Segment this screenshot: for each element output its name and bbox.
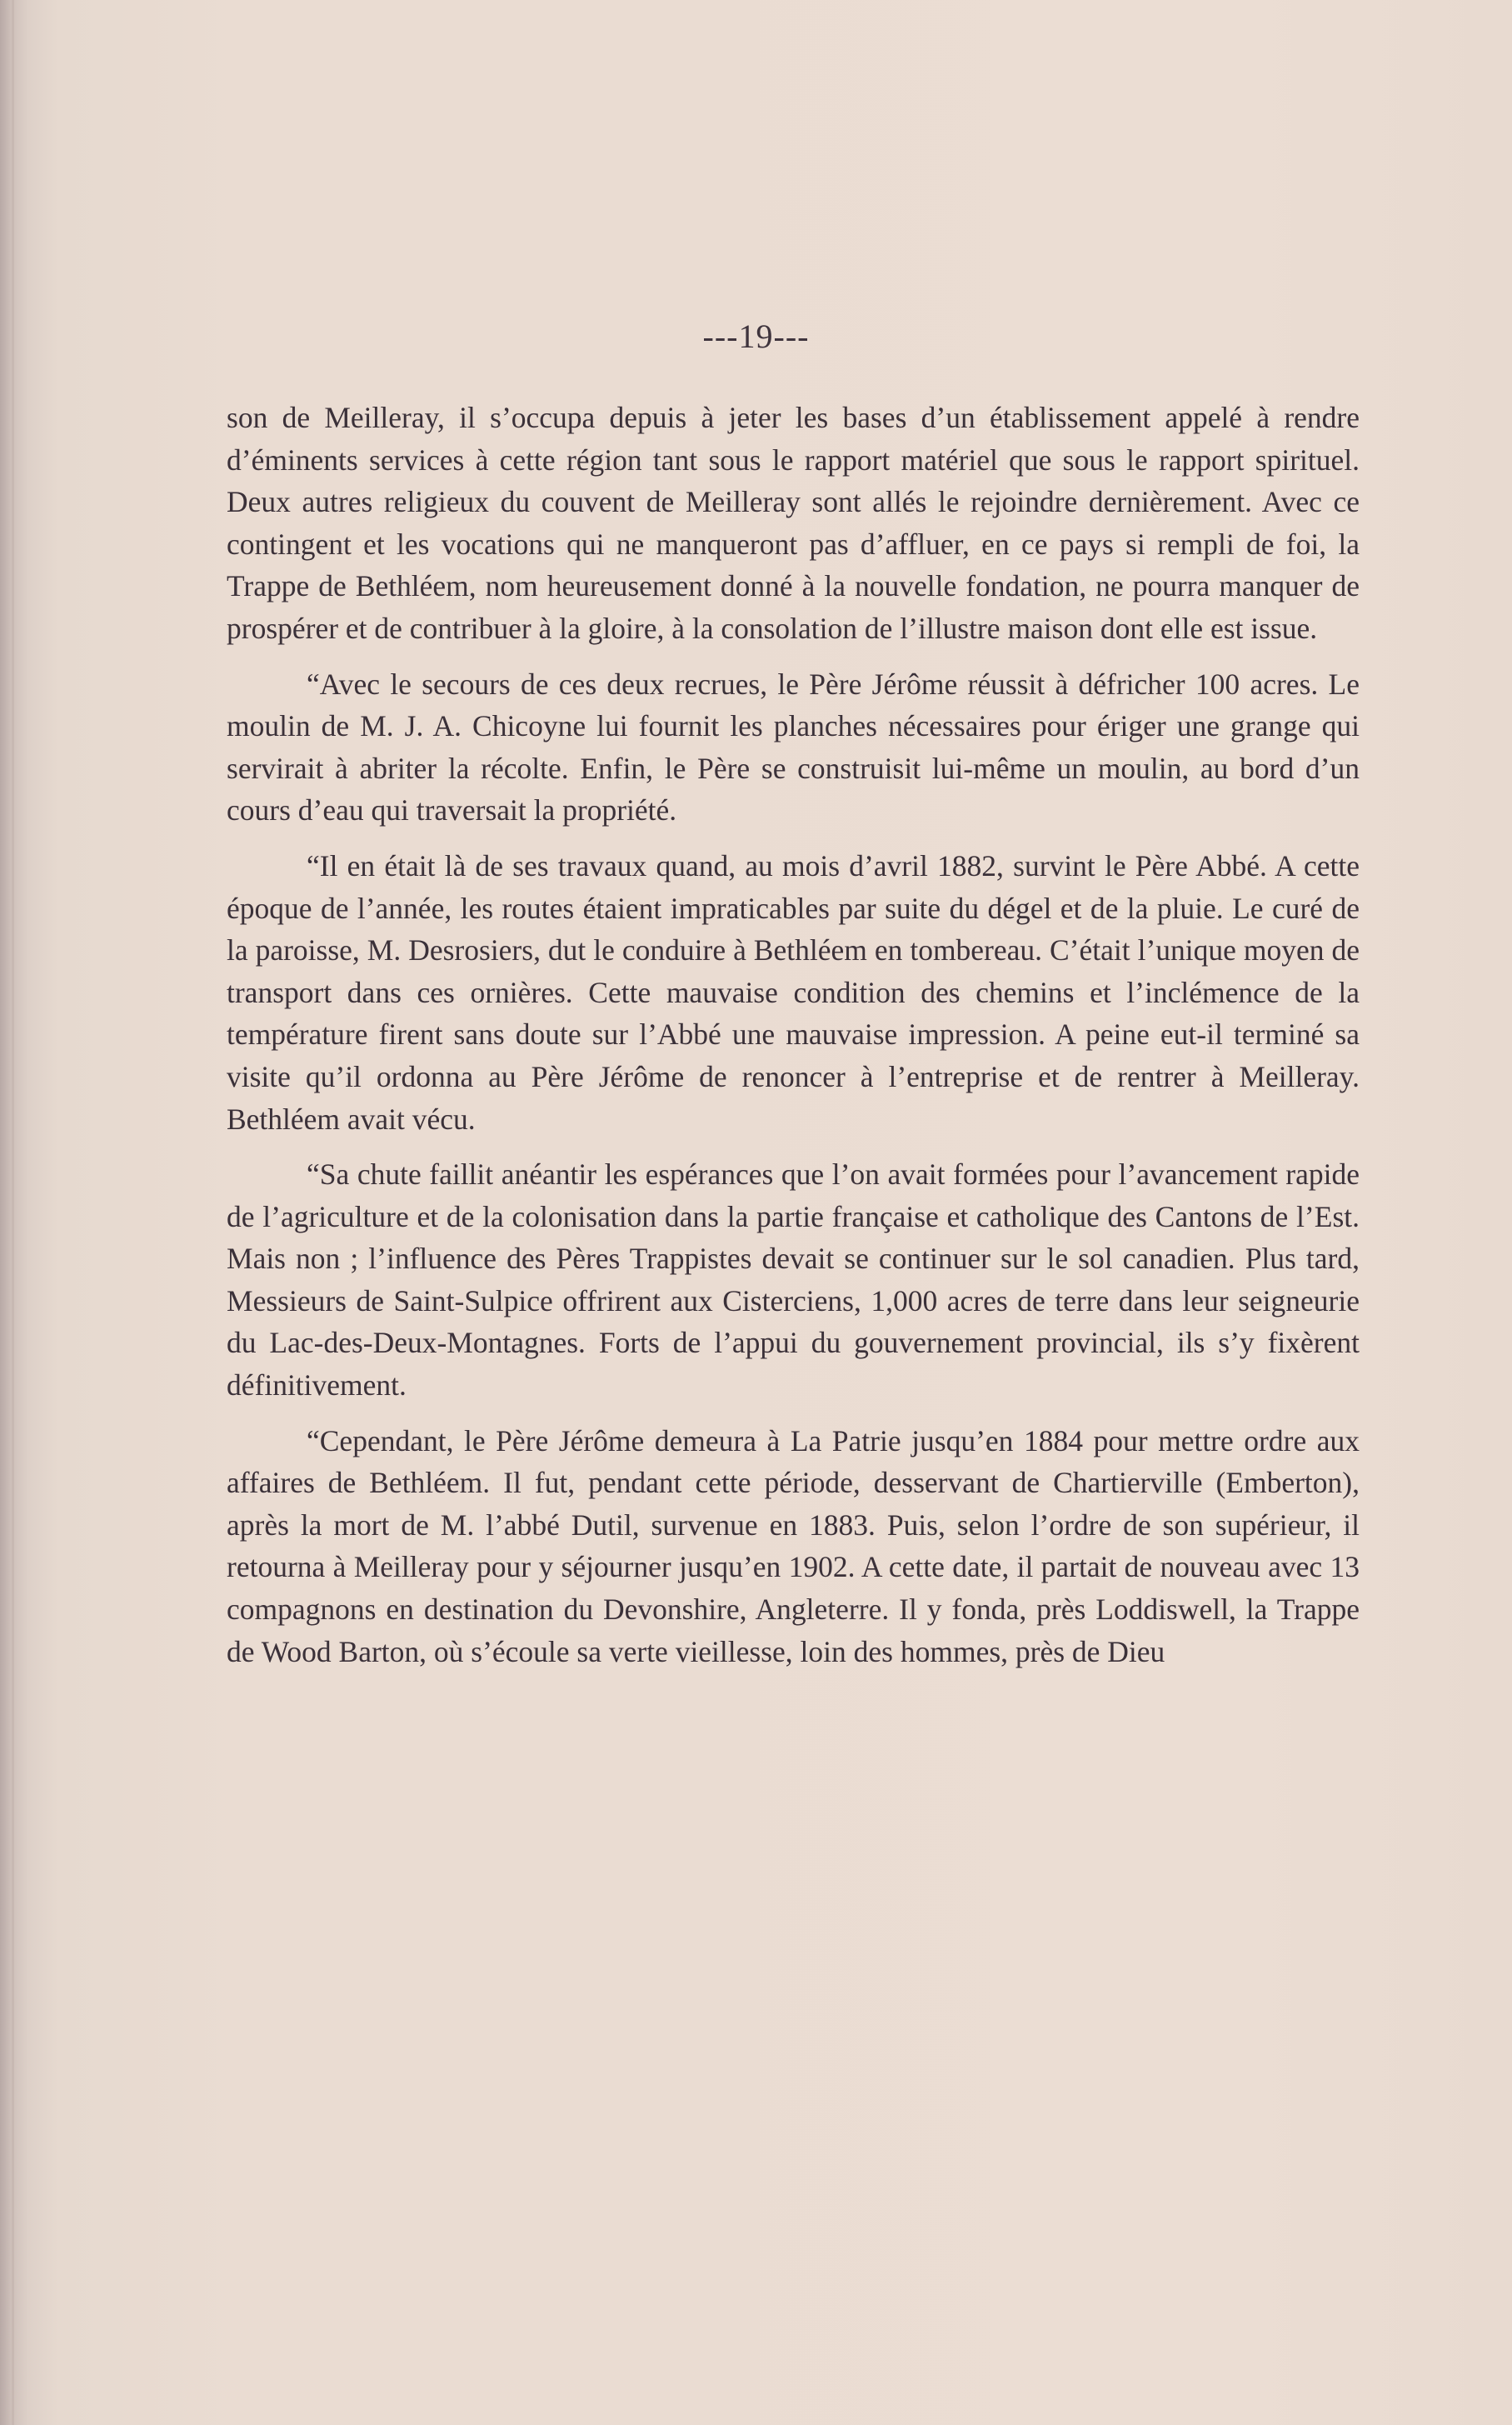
paragraph-4: “Sa chute faillit anéantir les espérances que l’on avait formées pour l’avancement rapide de l’agriculture et de la colonisation dans la partie française et catholique des Cantons de l’Est. Mais non ; l’influence des Pères Trappistes devait se continuer sur le sol canadien. Plus tard, Messieurs de Saint-Sulpice offrirent aux Cisterciens, 1,000 acres de terre dans leur seigneurie du Lac-des-Deux-Montagnes. Forts de l’appui du gouvernement provincial, ils s’y fixèrent définitivement. [227,1158,1360,1402]
paragraph-2: “Avec le secours de ces deux recrues, le Père Jérôme réussit à défricher 100 acres. Le moulin de M. J. A. Chicoyne lui fournit les planches nécessaires pour ériger une grange qui servirait à abriter la récolte. Enfin, le Père se construisit lui-même un moulin, au bord d’un cours d’eau qui traversait la propriété. [227,667,1360,828]
paragraph-5: “Cependant, le Père Jérôme demeura à La Patrie jusqu’en 1884 pour mettre ordre aux affaires de Bethléem. Il fut, pendant cette période, desservant de Chartierville (Emberton), après la mort de M. l’abbé Dutil, survenue en 1883. Puis, selon l’ordre de son supérieur, il retourna à Meilleray pour y séjourner jusqu’en 1902. A cette date, il partait de nouveau avec 13 compagnons en destination du Devonshire, Angleterre. Il y fonda, près Loddiswell, la Trappe de Wood Barton, où s’écoule sa verte vieillesse, loin des hommes, près de Dieu [227,1423,1360,1668]
page-number: ---19--- [702,318,810,355]
paragraph-1: son de Meilleray, il s’occupa depuis à jeter les bases d’un établissement appelé à rendre d’éminents services à cette région tant sous le rapport matériel que sous le rapport spirituel. Deux autres religieux du couvent de Meilleray sont allés le rejoindre dernièrement. Avec ce contingent et les vocations qui ne manqueront pas d’affluer, en ce pays si rempli de foi, la Trappe de Bethléem, nom heureusement donné à la nouvelle fondation, ne pourra manquer de prospérer et de contribuer à la gloire, à la consolation de l’illustre maison dont elle est issue. [227,401,1360,645]
body-text [227,397,1360,1672]
binding-gutter [12,0,14,2425]
paragraph-3: “Il en était là de ses travaux quand, au mois d’avril 1882, survint le Père Abbé. A cette époque de l’année, les routes étaient impraticables par suite du dégel et de la pluie. Le curé de la paroisse, M. Desrosiers, dut le conduire à Bethléem en tombereau. C’était l’unique moyen de transport dans ces ornières. Cette mauvaise condition des chemins et l’inclémence de la température firent sans doute sur l’Abbé une mauvaise impression. A peine eut-il terminé sa visite qu’il ordonna au Père Jérôme de renoncer à l’entreprise et de rentrer à Meilleray. Bethléem avait vécu. [227,848,1360,1136]
